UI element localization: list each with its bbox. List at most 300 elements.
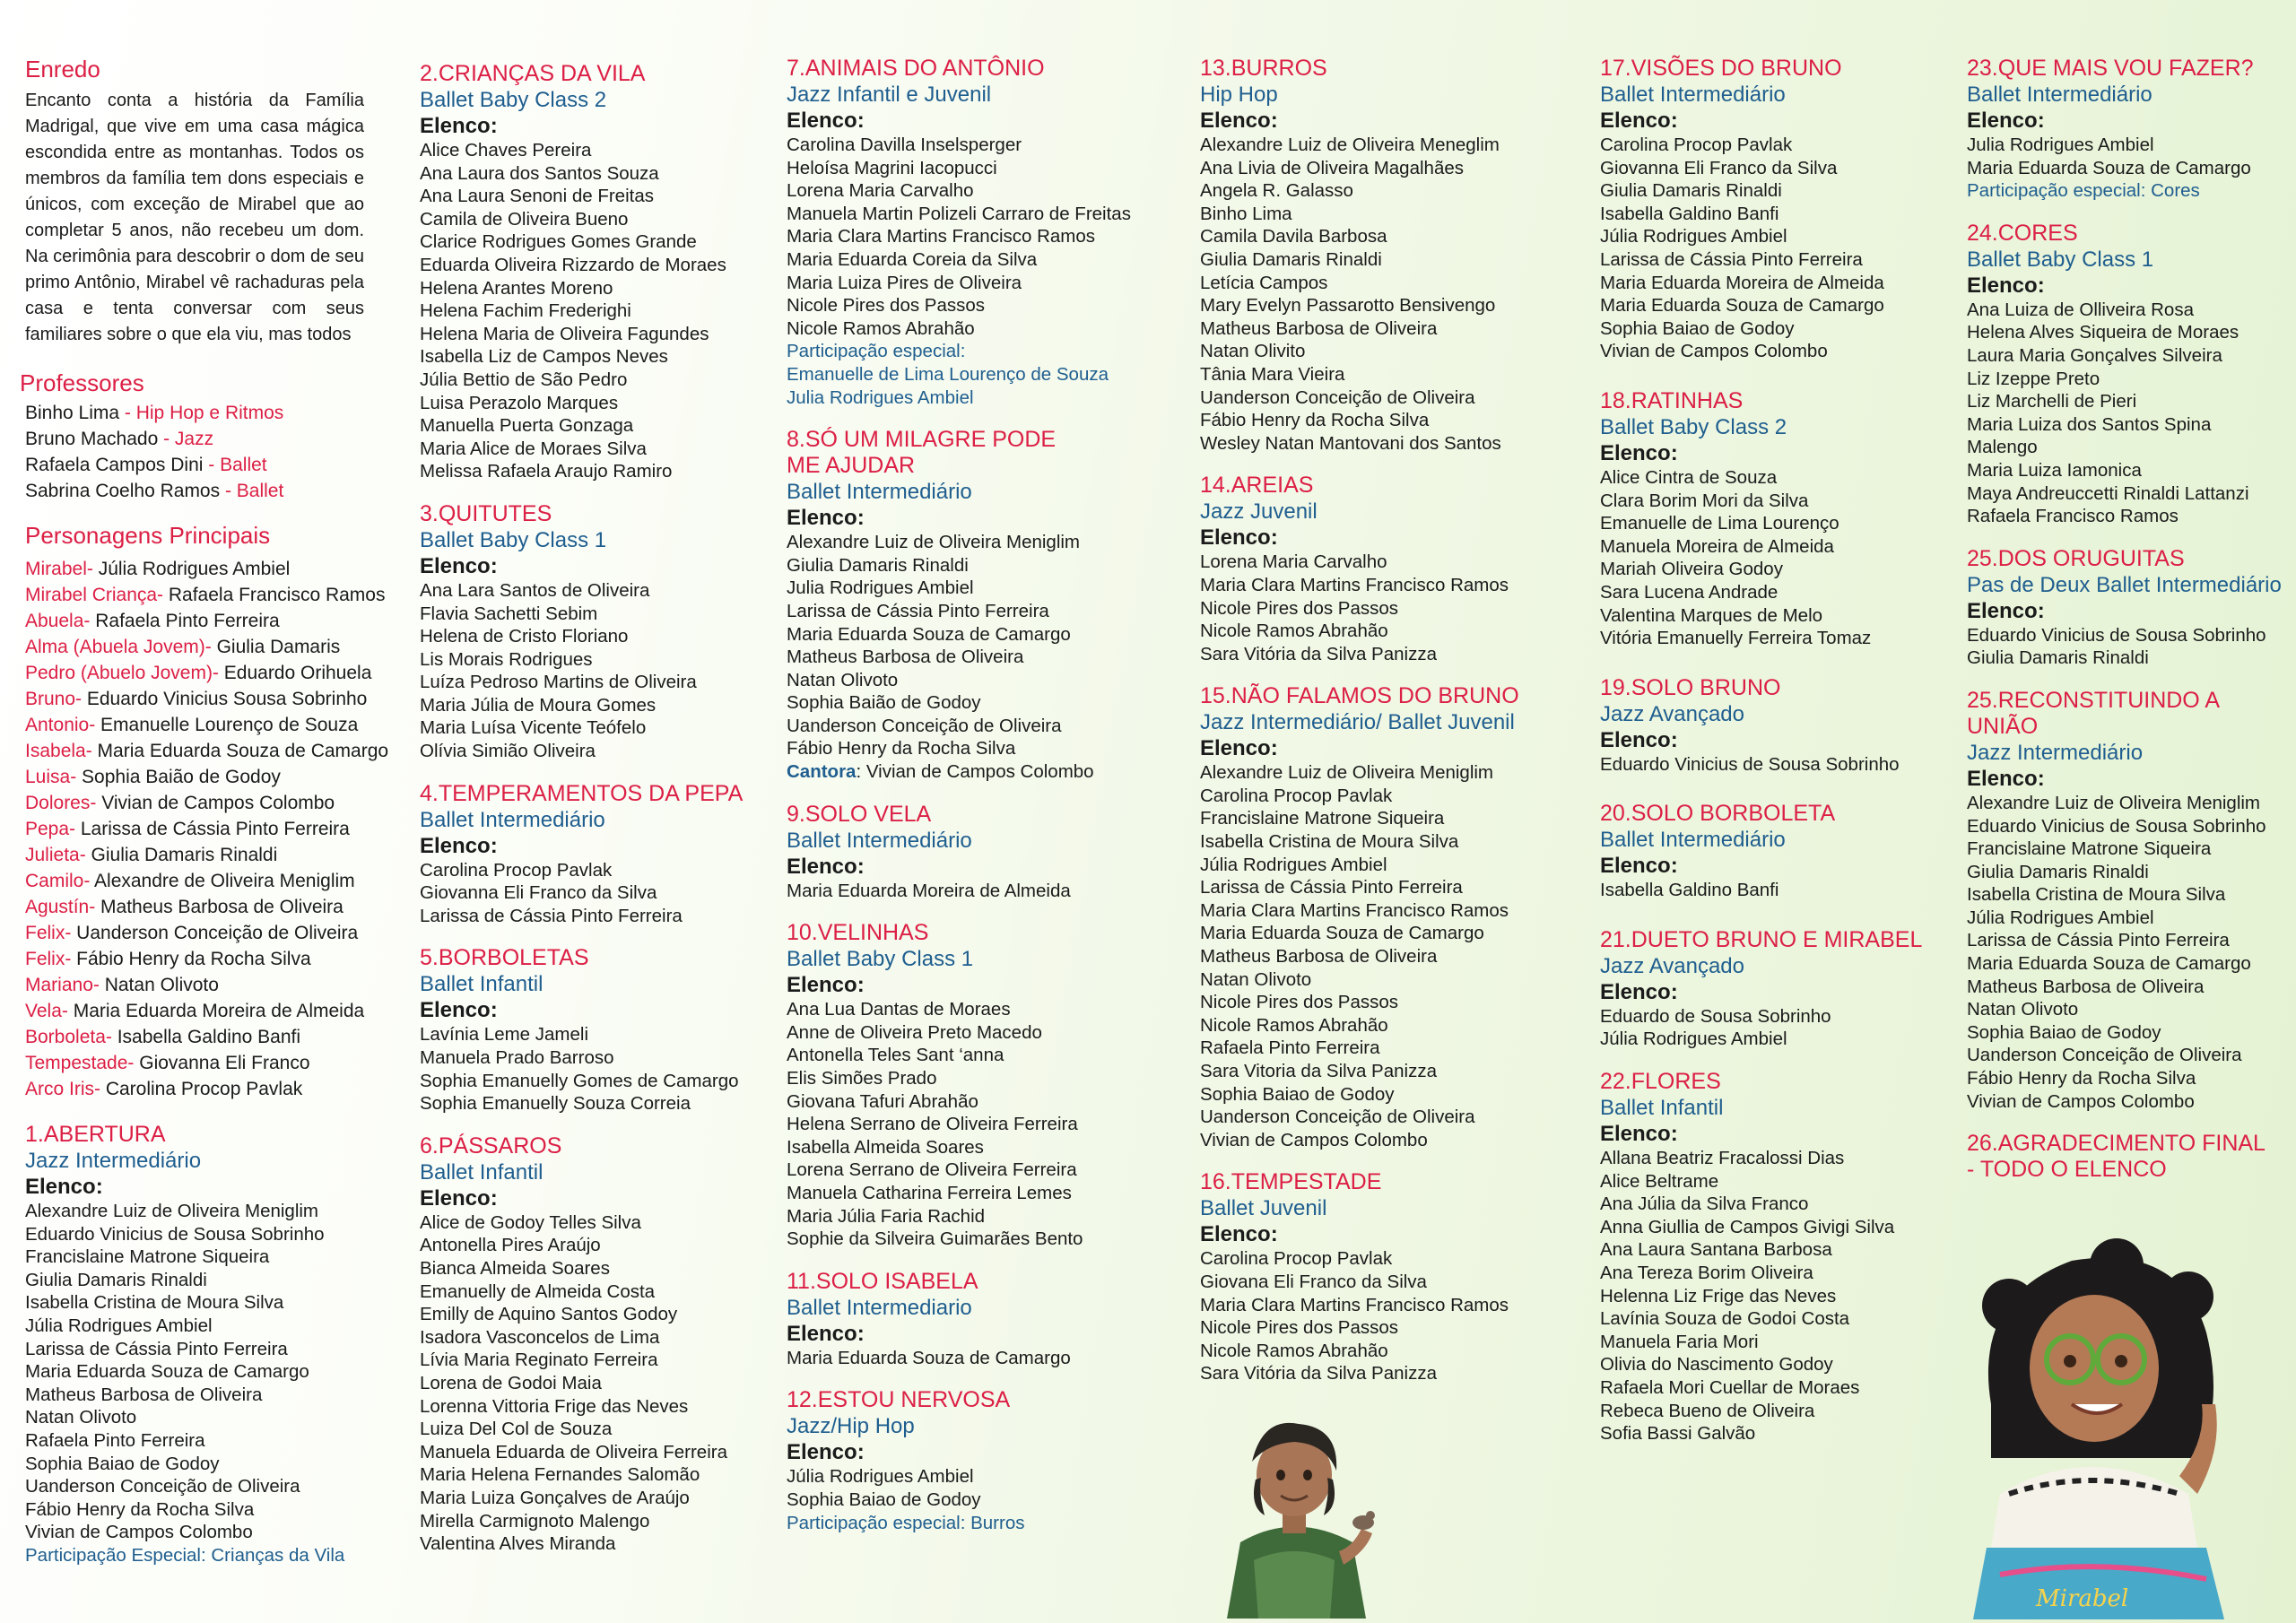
section-subtitle: Jazz Juvenil <box>1200 499 1318 525</box>
cast-member: Nicole Ramos Abrahão <box>787 317 975 339</box>
cast-member: Manuela Martin Polizeli Carraro de Freitas <box>787 203 1131 224</box>
elenco-label: Elenco: <box>1600 108 1678 133</box>
cast-member: Heloísa Magrini Iacopucci <box>787 157 997 178</box>
cast-list <box>1600 134 1959 363</box>
personagem-role: Mariano- <box>25 975 100 995</box>
cast-member: Helenna Liz Frige das Neves <box>1600 1285 1837 1306</box>
personagem-role: Dolores- <box>25 793 97 813</box>
cast-member: Giulia Damaris Rinaldi <box>787 554 969 576</box>
show-section <box>420 945 778 1115</box>
cast-list <box>25 1200 384 1544</box>
special-participation: Participação especial: Burros <box>787 1512 1025 1533</box>
cast-member: Giulia Damaris Rinaldi <box>25 1269 207 1290</box>
cast-member: Helena Serrano de Oliveira Ferreira <box>787 1114 1078 1135</box>
show-section <box>1200 56 1577 455</box>
cast-member: Binho Lima <box>1200 203 1292 224</box>
personagem-actor: Matheus Barbosa de Oliveira <box>95 897 344 917</box>
cast-member: Carolina Procop Pavlak <box>1600 135 1793 155</box>
cast-member: Lis Morais Rodrigues <box>420 648 593 670</box>
cast-member: Sara Vitoria da Silva Panizza <box>1200 1061 1437 1081</box>
personagem-item <box>25 790 384 816</box>
cast-member: Rafaela Pinto Ferreira <box>1200 1037 1380 1059</box>
cast-list <box>420 1211 778 1556</box>
column-6 <box>1967 56 2290 1201</box>
cast-member: Melissa Rafaela Araujo Ramiro <box>420 461 673 482</box>
section-subtitle: Pas de Deux Ballet Intermediário <box>1967 572 2282 597</box>
elenco-label: Elenco: <box>787 1321 865 1346</box>
show-section <box>1967 1131 2290 1183</box>
cast-member: Alice de Godoy Telles Silva <box>420 1211 641 1233</box>
cast-member: Francislaine Matrone Siqueira <box>25 1246 270 1268</box>
show-section <box>420 1133 778 1556</box>
section-subtitle: Jazz Intermediário <box>1967 740 2144 765</box>
cast-member: Alexandre Luiz de Oliveira Meniglim <box>1967 792 2261 813</box>
show-section <box>1967 546 2290 670</box>
personagem-item <box>25 1024 384 1050</box>
personagem-actor: Eduardo Vinicius Sousa Sobrinho <box>82 689 368 709</box>
personagem-item <box>25 608 384 634</box>
cast-member: Carolina Procop Pavlak <box>1200 785 1393 806</box>
section-subtitle: Ballet Intermediario <box>787 1295 972 1320</box>
personagem-actor: Isabella Galdino Banfi <box>111 1027 301 1047</box>
show-section <box>1967 221 2290 528</box>
cast-member: Nicole Ramos Abrahão <box>1200 1014 1388 1036</box>
cast-member: Manuela Eduarda de Oliveira Ferreira <box>420 1441 727 1462</box>
personagem-item <box>25 634 384 660</box>
elenco-label: Elenco: <box>420 998 498 1023</box>
cast-member: Uanderson Conceição de Oliveira <box>1967 1045 2242 1066</box>
personagem-item <box>25 972 384 998</box>
cast-member: Luíza Pedroso Martins de Oliveira <box>420 672 697 693</box>
cast-member: Emanuelly de Almeida Costa <box>420 1280 656 1302</box>
cast-member: Giulia Damaris Rinaldi <box>1200 248 1382 270</box>
personagem-item <box>25 946 384 972</box>
cast-member: Sophia Baiao de Godoy <box>1967 1021 2161 1043</box>
section-subtitle: Ballet Baby Class 1 <box>420 527 607 552</box>
personagem-actor: Sophia Baião de Godoy <box>76 767 281 787</box>
cast-member: Rafaela Mori Cuellar de Moraes <box>1600 1377 1860 1398</box>
show-section <box>1600 1069 1959 1445</box>
cast-member: Liz Izeppe Preto <box>1967 368 2100 389</box>
section-subtitle: Ballet Intermediário <box>787 480 972 505</box>
cast-member: Luiza Del Col de Souza <box>420 1419 613 1440</box>
elenco-label: Elenco: <box>787 973 865 998</box>
cast-list <box>787 1347 1163 1370</box>
section-title: 13.BURROS <box>1200 56 1327 81</box>
cast-member: Wesley Natan Mantovani dos Santos <box>1200 432 1501 454</box>
cast-member: Giulia Damaris Rinaldi <box>1600 180 1782 202</box>
cast-member: Helena de Cristo Floriano <box>420 626 629 647</box>
cast-member: Lorena Maria Carvalho <box>787 180 974 202</box>
cast-list <box>1600 879 1959 902</box>
cast-member: Lorena de Godoi Maia <box>420 1372 602 1393</box>
cantora-label: Cantora <box>787 761 857 783</box>
cast-member: Fábio Henry da Rocha Silva <box>25 1498 255 1520</box>
section-subtitle: Jazz/Hip Hop <box>787 1414 915 1439</box>
cast-list <box>787 1465 1163 1511</box>
personagens-list <box>25 556 389 1102</box>
show-section <box>1200 683 1577 1151</box>
cast-member: Júlia Rodrigues Ambiel <box>1967 907 2154 928</box>
personagem-item <box>25 660 384 686</box>
section-title: 7.ANIMAIS DO ANTÔNIO <box>787 56 1045 81</box>
cast-member: Mary Evelyn Passarotto Bensivengo <box>1200 295 1496 317</box>
personagem-actor: Rafaela Pinto Ferreira <box>90 611 280 631</box>
section-title: 8.SÓ UM MILAGRE PODE ME AJUDAR <box>787 427 1057 479</box>
enredo-title: Enredo <box>25 56 100 82</box>
cast-member: Natan Olivito <box>1200 341 1306 362</box>
professor-role: - Hip Hop e Ritmos <box>119 403 284 423</box>
cast-member: Júlia Rodrigues Ambiel <box>1200 854 1387 875</box>
personagem-item <box>25 1076 384 1102</box>
personagem-role: Abuela- <box>25 611 91 631</box>
section-subtitle: Ballet Intermediário <box>1600 82 1786 107</box>
cast-member: Valentina Marques de Melo <box>1600 604 1823 626</box>
personagem-actor: Fábio Henry da Rocha Silva <box>71 949 311 969</box>
cast-member: Olívia Simião Oliveira <box>420 741 596 762</box>
personagens-title: Personagens Principais <box>25 522 271 549</box>
section-title: 5.BORBOLETAS <box>420 945 589 971</box>
personagem-role: Isabela- <box>25 741 92 761</box>
cast-member: Emanuelle de Lima Lourenço <box>1600 513 1839 534</box>
personagem-actor: Giovanna Eli Franco <box>134 1053 310 1073</box>
section-subtitle: Ballet Baby Class 1 <box>787 947 974 972</box>
cast-member: Tânia Mara Vieira <box>1200 363 1345 385</box>
cast-member: Maria Eduarda Souza de Camargo <box>1967 953 2251 975</box>
section-subtitle: Ballet Baby Class 2 <box>420 88 607 112</box>
cast-member: Lorena Serrano de Oliveira Ferreira <box>787 1159 1077 1181</box>
elenco-label: Elenco: <box>787 506 865 531</box>
cast-member: Vitória Emanuelly Ferreira Tomaz <box>1600 628 1872 649</box>
section-title: 20.SOLO BORBOLETA <box>1600 801 1836 827</box>
personagem-item <box>25 894 384 920</box>
show-section <box>787 920 1163 1251</box>
show-section <box>787 56 1163 409</box>
cast-member: Alice Cintra de Souza <box>1600 466 1778 488</box>
cast-member: Sophia Baiao de Godoy <box>25 1453 220 1474</box>
show-section <box>1200 1169 1577 1385</box>
section-subtitle: Jazz Intermediário/ Ballet Juvenil <box>1200 710 1515 735</box>
cast-member: Camila Davila Barbosa <box>1200 226 1387 247</box>
elenco-label: Elenco: <box>1200 108 1278 133</box>
cast-member: Giulia Damaris Rinaldi <box>1967 861 2149 882</box>
cast-member: Júlia Rodrigues Ambiel <box>787 1466 974 1488</box>
cast-member: Sara Lucena Andrade <box>1600 581 1779 603</box>
cast-member: Nicole Ramos Abrahão <box>1200 621 1388 642</box>
cast-member: Matheus Barbosa de Oliveira <box>787 647 1024 668</box>
cast-member: Maria Eduarda Souza de Camargo <box>1600 295 1884 317</box>
cast-member: Júlia Bettio de São Pedro <box>420 369 628 390</box>
cast-list <box>787 531 1163 760</box>
personagem-actor: Uanderson Conceição de Oliveira <box>71 923 359 943</box>
cast-member: Alexandre Luiz de Oliveira Meniglim <box>1200 762 1494 784</box>
cast-member: Sophia Emanuelly Souza Correia <box>420 1093 691 1115</box>
personagem-actor: Carolina Procop Pavlak <box>100 1079 303 1099</box>
elenco-label: Elenco: <box>420 1185 498 1211</box>
cast-member: Eduardo Vinicius de Sousa Sobrinho <box>25 1223 325 1245</box>
cast-member: Manuela Faria Mori <box>1600 1331 1759 1352</box>
cast-member: Francislaine Matrone Siqueira <box>1967 838 2212 860</box>
personagem-role: Felix- <box>25 923 72 943</box>
personagem-item <box>25 712 384 738</box>
special-participation: Participação Especial: Crianças da Vila <box>25 1544 345 1566</box>
section-title: 26.AGRADECIMENTO FINAL - TODO O ELENCO <box>1967 1131 2266 1183</box>
cast-member: Sophia Baião de Godoy <box>787 692 981 714</box>
section-title: 24.CORES <box>1967 220 2078 246</box>
section-title: 4.TEMPERAMENTOS DA PEPA <box>420 780 744 806</box>
personagem-actor: Eduardo Orihuela <box>218 663 372 683</box>
personagem-item <box>25 582 384 608</box>
cast-member: Natan Olivoto <box>25 1407 137 1428</box>
section-subtitle: Ballet Intermediário <box>1967 82 2152 107</box>
cast-member: Manuela Moreira de Almeida <box>1600 535 1834 557</box>
cast-member: Helena Arantes Moreno <box>420 277 613 299</box>
enredo-text: Encanto conta a história da Família Madrigal, que vive em uma casa mágica escondida entre as montanhas. Todos os membros da família tem dons especiais e únicos, com exceção de Mirabel que ao completar 5 anos, não recebeu um dom. Na cerimônia para descobrir o dom de seu primo Antônio, Mirabel vê rachaduras pela casa e tenta conversar com seus familiares sobre o que ela viu, mas todos <box>25 91 364 344</box>
show-section <box>787 802 1163 903</box>
professor-name: Binho Lima <box>25 403 120 423</box>
cast-member: Eduarda Oliveira Rizzardo de Moraes <box>420 254 726 275</box>
elenco-label: Elenco: <box>787 108 865 133</box>
elenco-label: Elenco: <box>1967 273 2045 298</box>
professor-role: - Ballet <box>203 455 267 475</box>
cast-member: Manuella Puerta Gonzaga <box>420 415 634 437</box>
cast-member: Isabella Cristina de Moura Silva <box>1967 884 2226 906</box>
cast-member: Luisa Perazolo Marques <box>420 392 619 413</box>
cast-member: Matheus Barbosa de Oliveira <box>1200 946 1438 968</box>
personagem-actor: Júlia Rodrigues Ambiel <box>92 559 291 579</box>
column-2 <box>420 61 778 1574</box>
personagem-role: Pedro (Abuelo Jovem)- <box>25 663 219 683</box>
show-section <box>787 427 1163 784</box>
cast-list <box>420 1023 778 1115</box>
elenco-label: Elenco: <box>1600 979 1678 1004</box>
section-title: 17.VISÕES DO BRUNO <box>1600 56 1842 81</box>
cast-list <box>1200 134 1577 455</box>
professor-role: - Jazz <box>158 429 214 449</box>
section-subtitle: Jazz Intermediário <box>25 1149 202 1173</box>
personagem-actor: Giulia Damaris <box>211 637 341 657</box>
cast-member: Vivian de Campos Colombo <box>1200 1129 1428 1150</box>
personagem-role: Tempestade- <box>25 1053 135 1073</box>
cast-member: Clarice Rodrigues Gomes Grande <box>420 231 697 253</box>
personagem-role: Borboleta- <box>25 1027 112 1047</box>
cast-list <box>1200 551 1577 665</box>
cast-member: Anne de Oliveira Preto Macedo <box>787 1021 1042 1043</box>
special-participation: Emanuelle de Lima Lourenço de Souza <box>787 363 1109 385</box>
cast-member: Larissa de Cássia Pinto Ferreira <box>1967 930 2230 951</box>
section-title: 22.FLORES <box>1600 1069 1721 1095</box>
cast-member: Isabella Cristina de Moura Silva <box>1200 831 1459 853</box>
personagem-item <box>25 1050 384 1076</box>
cast-list <box>1600 466 1959 650</box>
personagem-item <box>25 842 384 868</box>
elenco-label: Elenco: <box>787 1440 865 1465</box>
section-subtitle: Ballet Infantil <box>420 1159 544 1185</box>
elenco-label: Elenco: <box>787 854 865 879</box>
section-subtitle: Ballet Intermediário <box>420 807 605 832</box>
cast-member: Maria Júlia de Moura Gomes <box>420 694 657 716</box>
professor-item <box>25 478 384 504</box>
cast-member: Nicole Pires dos Passos <box>1200 1317 1399 1339</box>
cast-list <box>1600 1147 1959 1445</box>
cast-member: Mirella Carmignoto Malengo <box>420 1510 650 1532</box>
cast-member: Maria Clara Martins Francisco Ramos <box>1200 1294 1509 1315</box>
cast-list <box>1600 1005 1959 1051</box>
elenco-label: Elenco: <box>1600 854 1678 879</box>
professor-name: Rafaela Campos Dini <box>25 455 204 475</box>
personagem-actor: Maria Eduarda Moreira de Almeida <box>67 1001 365 1021</box>
cast-member: Julia Rodrigues Ambiel <box>1967 135 2154 155</box>
cast-member: Bianca Almeida Soares <box>420 1258 610 1279</box>
cast-list <box>420 859 778 928</box>
cast-list <box>787 134 1163 340</box>
cast-member: Alexandre Luiz de Oliveira Meniglim <box>25 1201 319 1221</box>
personagem-role: Antonio- <box>25 715 96 735</box>
cast-member: Malengo <box>1967 437 2038 458</box>
cast-member: Maria Eduarda Moreira de Almeida <box>787 880 1071 901</box>
section-title: 15.NÃO FALAMOS DO BRUNO <box>1200 683 1519 709</box>
section-title: 6.PÁSSAROS <box>420 1133 562 1159</box>
personagem-item <box>25 556 384 582</box>
cast-list <box>1600 753 1959 777</box>
cast-list <box>1200 761 1577 1151</box>
elenco-label: Elenco: <box>420 833 498 858</box>
section-title: 3.QUITUTES <box>420 500 552 526</box>
show-section <box>420 501 778 763</box>
professor-name: Sabrina Coelho Ramos <box>25 481 221 501</box>
cast-member: Sofia Bassi Galvão <box>1600 1423 1756 1445</box>
personagem-actor: Natan Olivoto <box>99 975 219 995</box>
cast-member: Ana Laura dos Santos Souza <box>420 162 659 184</box>
cast-member: Isabella Galdino Banfi <box>1600 880 1779 901</box>
elenco-label: Elenco: <box>420 114 498 138</box>
personagem-role: Arco Iris- <box>25 1079 100 1099</box>
section-subtitle: Ballet Infantil <box>1600 1096 1724 1121</box>
elenco-label: Elenco: <box>1600 1122 1678 1147</box>
show-section <box>787 1269 1163 1370</box>
special-participation: Participação especial: Cores <box>1967 180 2200 202</box>
cast-member: Maria Luiza Pires de Oliveira <box>787 272 1022 293</box>
section-subtitle: Ballet Baby Class 1 <box>1967 247 2154 272</box>
cast-member: Letícia Campos <box>1200 272 1328 293</box>
column-5 <box>1600 56 1959 1463</box>
cast-member: Giovana Eli Franco da Silva <box>1200 1271 1427 1292</box>
special-participation: Participação especial: <box>787 341 966 362</box>
cast-member: Maria Luiza dos Santos Spina <box>1967 413 2212 435</box>
cast-member: Mariah Oliveira Godoy <box>1600 559 1783 580</box>
cast-member: Matheus Barbosa de Oliveira <box>25 1384 263 1405</box>
section-title: 12.ESTOU NERVOSA <box>787 1387 1011 1413</box>
cast-member: Ana Júlia da Silva Franco <box>1600 1193 1809 1215</box>
show-section <box>420 781 778 928</box>
cast-member: Ana Livia de Oliveira Magalhães <box>1200 157 1464 178</box>
elenco-label: Elenco: <box>1967 766 2045 791</box>
cast-member: Carolina Procop Pavlak <box>1200 1248 1393 1270</box>
section-subtitle: Ballet Intermediário <box>787 828 972 853</box>
cast-member: Julia Rodrigues Ambiel <box>787 577 974 599</box>
elenco-label: Elenco: <box>420 553 498 578</box>
cast-member: Júlia Rodrigues Ambiel <box>1600 226 1787 247</box>
cast-member: Eduardo de Sousa Sobrinho <box>1600 1005 1831 1027</box>
cast-member: Natan Olivoto <box>787 669 899 690</box>
bruno-character-illustration <box>1209 1408 1379 1619</box>
elenco-label: Elenco: <box>1200 1222 1278 1247</box>
cast-member: Rebeca Bueno de Oliveira <box>1600 1400 1815 1421</box>
section-title: 10.VELINHAS <box>787 920 929 946</box>
cast-member: Ana Laura Senoni de Freitas <box>420 186 654 207</box>
personagem-role: Mirabel Criança- <box>25 585 164 605</box>
cast-member: Matheus Barbosa de Oliveira <box>1967 976 2205 997</box>
cast-member: Uanderson Conceição de Oliveira <box>25 1476 300 1497</box>
cast-member: Francislaine Matrone Siqueira <box>1200 808 1445 829</box>
cast-member: Ana Lua Dantas de Moraes <box>787 999 1011 1020</box>
cast-member: Larissa de Cássia Pinto Ferreira <box>25 1338 288 1359</box>
cast-member: Helena Alves Siqueira de Moraes <box>1967 322 2239 343</box>
cast-member: Fábio Henry da Rocha Silva <box>1200 410 1430 431</box>
cast-member: Isabella Galdino Banfi <box>1600 203 1779 224</box>
cast-member: Maria Luísa Vicente Teófelo <box>420 717 647 739</box>
cast-member: Emilly de Aquino Santos Godoy <box>420 1304 678 1325</box>
professor-role: - Ballet <box>220 481 284 501</box>
cast-member: Larissa de Cássia Pinto Ferreira <box>1600 248 1863 270</box>
cast-member: Nicole Pires dos Passos <box>787 295 986 317</box>
professor-item <box>25 426 384 452</box>
personagem-item <box>25 816 384 842</box>
cast-member: Uanderson Conceição de Oliveira <box>1200 1107 1475 1128</box>
section-subtitle: Ballet Infantil <box>420 972 544 997</box>
column-1 <box>20 56 389 1585</box>
cast-member: Ana Laura Santana Barbosa <box>1600 1239 1832 1261</box>
cast-member: Rafaela Francisco Ramos <box>1967 506 2179 527</box>
elenco-label: Elenco: <box>1200 736 1278 761</box>
cast-member: Alice Beltrame <box>1600 1170 1719 1192</box>
cast-member: Maria Luiza Gonçalves de Araújo <box>420 1487 690 1508</box>
cast-member: Sophia Baiao de Godoy <box>1600 317 1795 339</box>
cast-list <box>1967 299 2290 528</box>
cast-member: Maya Andreuccetti Rinaldi Lattanzi <box>1967 482 2249 504</box>
cast-member: Carolina Procop Pavlak <box>420 859 613 881</box>
section-subtitle: Ballet Intermediário <box>1600 828 1786 853</box>
cast-member: Eduardo Vinicius de Sousa Sobrinho <box>1967 624 2266 646</box>
cast-member: Natan Olivoto <box>1200 968 1312 990</box>
show-section <box>1200 473 1577 665</box>
cast-list <box>1967 624 2290 670</box>
cast-member: Vivian de Campos Colombo <box>1600 341 1828 362</box>
elenco-label: Elenco: <box>1967 598 2045 623</box>
cast-member: Anna Giullia de Campos Givigi Silva <box>1600 1216 1895 1237</box>
cast-member: Matheus Barbosa de Oliveira <box>1200 317 1438 339</box>
skirt-text: Mirabel <box>2036 1585 2129 1612</box>
cast-list <box>787 998 1163 1251</box>
cast-member: Olivia do Nascimento Godoy <box>1600 1354 1833 1376</box>
professores-title: Professores <box>20 369 144 396</box>
cast-member: Maria Eduarda Souza de Camargo <box>1967 157 2251 178</box>
cast-member: Giovanna Eli Franco da Silva <box>1600 157 1838 178</box>
cast-member: Ana Luiza de Olliveira Rosa <box>1967 299 2194 320</box>
show-section <box>1600 675 1959 777</box>
cast-member: Nicole Ramos Abrahão <box>1200 1340 1388 1361</box>
show-section <box>1600 56 1959 363</box>
special-participation: Julia Rodrigues Ambiel <box>787 386 974 408</box>
cast-member: Giovanna Eli Franco da Silva <box>420 882 657 904</box>
cast-list <box>420 579 778 763</box>
cast-member: Eduardo Vinicius de Sousa Sobrinho <box>1967 815 2266 837</box>
cast-member: Sophia Baiao de Godoy <box>1200 1083 1395 1105</box>
cast-member: Ana Tereza Borim Oliveira <box>1600 1263 1813 1284</box>
column-3 <box>787 56 1163 1552</box>
cast-member: Vivian de Campos Colombo <box>1967 1090 2195 1112</box>
cast-member: Elis Simões Prado <box>787 1068 937 1089</box>
